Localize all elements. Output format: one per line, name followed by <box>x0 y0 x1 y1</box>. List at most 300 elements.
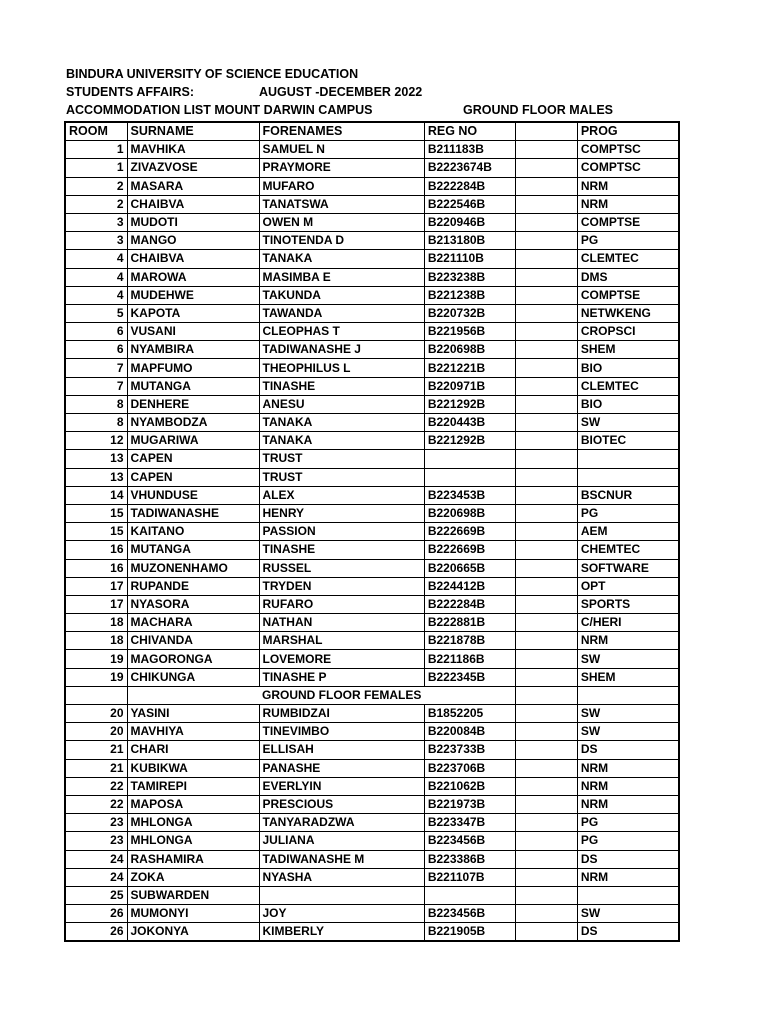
prog-cell: BIO <box>577 359 679 377</box>
forenames-cell <box>259 886 424 904</box>
prog-cell: CHEMTEC <box>577 541 679 559</box>
room-cell: 1 <box>65 141 127 159</box>
room-cell: 23 <box>65 832 127 850</box>
surname-cell: SUBWARDEN <box>127 886 259 904</box>
prog-cell: NRM <box>577 195 679 213</box>
prog-cell: NETWKENG <box>577 304 679 322</box>
surname-cell: MAPFUMO <box>127 359 259 377</box>
blank-cell <box>515 523 577 541</box>
section-title-males: GROUND FLOOR MALES <box>463 103 613 117</box>
table-row <box>65 323 679 341</box>
room-cell: 24 <box>65 868 127 886</box>
blank-cell <box>515 541 577 559</box>
surname-cell: CHAIBVA <box>127 250 259 268</box>
regno-cell: B222881B <box>424 614 515 632</box>
room-cell: 12 <box>65 432 127 450</box>
table-row <box>65 614 679 632</box>
prog-cell: SW <box>577 905 679 923</box>
blank-cell <box>515 250 577 268</box>
surname-cell: MHLONGA <box>127 832 259 850</box>
forenames-cell: OWEN M <box>259 213 424 231</box>
room-cell: 5 <box>65 304 127 322</box>
surname-cell: KAITANO <box>127 523 259 541</box>
table-row <box>65 377 679 395</box>
table-row <box>65 486 679 504</box>
prog-cell: SHEM <box>577 668 679 686</box>
regno-cell <box>424 450 515 468</box>
surname-cell: MUTANGA <box>127 541 259 559</box>
col-header-room: ROOM <box>65 122 127 141</box>
blank-cell <box>515 632 577 650</box>
table-row <box>65 159 679 177</box>
surname-cell: MAVHIKA <box>127 141 259 159</box>
col-header-regno: REG NO <box>424 122 515 141</box>
room-cell: 16 <box>65 541 127 559</box>
prog-cell: SW <box>577 414 679 432</box>
table-row <box>65 668 679 686</box>
regno-cell <box>424 886 515 904</box>
blank-cell <box>515 795 577 813</box>
blank-cell <box>515 741 577 759</box>
forenames-cell: TANAKA <box>259 250 424 268</box>
forenames-cell: TANAKA <box>259 432 424 450</box>
room-cell: 4 <box>65 268 127 286</box>
prog-cell: NRM <box>577 777 679 795</box>
col-header-forenames: FORENAMES <box>259 122 424 141</box>
surname-cell: MACHARA <box>127 614 259 632</box>
regno-cell: B223706B <box>424 759 515 777</box>
regno-cell: B221062B <box>424 777 515 795</box>
regno-cell: B222345B <box>424 668 515 686</box>
regno-cell: B1852205 <box>424 705 515 723</box>
blank-cell <box>515 341 577 359</box>
blank-cell <box>515 832 577 850</box>
room-cell: 4 <box>65 286 127 304</box>
department-label: STUDENTS AFFAIRS: <box>66 85 195 99</box>
regno-cell: B221905B <box>424 923 515 942</box>
regno-cell: B221292B <box>424 432 515 450</box>
table-row <box>65 232 679 250</box>
table-row <box>65 395 679 413</box>
room-cell: 22 <box>65 795 127 813</box>
surname-cell: MANGO <box>127 232 259 250</box>
forenames-cell: JULIANA <box>259 832 424 850</box>
prog-cell: SW <box>577 723 679 741</box>
room-cell: 19 <box>65 650 127 668</box>
table-row <box>65 923 679 942</box>
table-row <box>65 250 679 268</box>
surname-cell: MAROWA <box>127 268 259 286</box>
blank-cell <box>515 286 577 304</box>
blank-cell <box>515 304 577 322</box>
surname-cell: MUDOTI <box>127 213 259 231</box>
surname-cell: NYAMBODZA <box>127 414 259 432</box>
surname-cell: DENHERE <box>127 395 259 413</box>
table-row <box>65 359 679 377</box>
room-cell: 3 <box>65 232 127 250</box>
room-cell: 25 <box>65 886 127 904</box>
prog-cell: NRM <box>577 868 679 886</box>
table-row <box>65 832 679 850</box>
regno-cell: B220665B <box>424 559 515 577</box>
table-row <box>65 559 679 577</box>
blank-cell <box>515 468 577 486</box>
prog-cell: PG <box>577 814 679 832</box>
room-cell: 7 <box>65 359 127 377</box>
prog-cell: OPT <box>577 577 679 595</box>
regno-cell: B211183B <box>424 141 515 159</box>
regno-cell: B221107B <box>424 868 515 886</box>
regno-cell: B223456B <box>424 832 515 850</box>
table-row <box>65 577 679 595</box>
room-cell <box>65 686 127 704</box>
forenames-cell: TINEVIMBO <box>259 723 424 741</box>
prog-cell: NRM <box>577 759 679 777</box>
regno-cell: B221973B <box>424 795 515 813</box>
table-row <box>65 195 679 213</box>
regno-cell: B221186B <box>424 650 515 668</box>
forenames-cell: PASSION <box>259 523 424 541</box>
surname-cell: NYASORA <box>127 595 259 613</box>
surname-cell: VUSANI <box>127 323 259 341</box>
prog-cell: CLEMTEC <box>577 250 679 268</box>
room-cell: 17 <box>65 577 127 595</box>
regno-cell: B221238B <box>424 286 515 304</box>
blank-cell <box>515 486 577 504</box>
table-row <box>65 741 679 759</box>
table-row <box>65 868 679 886</box>
surname-cell: JOKONYA <box>127 923 259 942</box>
blank-cell <box>515 868 577 886</box>
surname-cell: MUDEHWE <box>127 286 259 304</box>
prog-cell: PG <box>577 504 679 522</box>
blank-cell <box>515 814 577 832</box>
blank-cell <box>515 377 577 395</box>
university-title: BINDURA UNIVERSITY OF SCIENCE EDUCATION <box>66 67 359 81</box>
prog-cell: SPORTS <box>577 595 679 613</box>
surname-cell: MAPOSA <box>127 795 259 813</box>
room-cell: 17 <box>65 595 127 613</box>
table-row <box>65 705 679 723</box>
forenames-cell: THEOPHILUS L <box>259 359 424 377</box>
table-row <box>65 268 679 286</box>
prog-cell <box>577 450 679 468</box>
blank-cell <box>515 777 577 795</box>
prog-cell: PG <box>577 832 679 850</box>
table-row <box>65 141 679 159</box>
room-cell: 13 <box>65 468 127 486</box>
room-cell: 26 <box>65 923 127 942</box>
forenames-cell: TINASHE <box>259 541 424 559</box>
forenames-cell: TANATSWA <box>259 195 424 213</box>
regno-cell: B221956B <box>424 323 515 341</box>
prog-cell: BIOTEC <box>577 432 679 450</box>
col-header-blank <box>515 122 577 141</box>
forenames-cell: LOVEMORE <box>259 650 424 668</box>
forenames-cell: NATHAN <box>259 614 424 632</box>
forenames-cell: TANAKA <box>259 414 424 432</box>
surname-cell: VHUNDUSE <box>127 486 259 504</box>
forenames-cell: MUFARO <box>259 177 424 195</box>
room-cell: 1 <box>65 159 127 177</box>
surname-cell: TAMIREPI <box>127 777 259 795</box>
prog-cell: CLEMTEC <box>577 377 679 395</box>
forenames-cell: PANASHE <box>259 759 424 777</box>
table-row <box>65 905 679 923</box>
regno-cell: B220971B <box>424 377 515 395</box>
term-label: AUGUST -DECEMBER 2022 <box>259 85 423 99</box>
blank-cell <box>515 723 577 741</box>
forenames-cell: TRUST <box>259 450 424 468</box>
regno-cell: B222284B <box>424 177 515 195</box>
regno-cell: B222284B <box>424 595 515 613</box>
blank-cell <box>515 432 577 450</box>
blank-cell <box>515 886 577 904</box>
forenames-cell: TINOTENDA D <box>259 232 424 250</box>
regno-cell <box>424 686 515 704</box>
room-cell: 8 <box>65 395 127 413</box>
table-row <box>65 468 679 486</box>
blank-cell <box>515 213 577 231</box>
regno-cell: B222669B <box>424 541 515 559</box>
blank-cell <box>515 450 577 468</box>
blank-cell <box>515 668 577 686</box>
forenames-cell: TRYDEN <box>259 577 424 595</box>
blank-cell <box>515 159 577 177</box>
list-title: ACCOMMODATION LIST MOUNT DARWIN CAMPUS <box>66 103 373 117</box>
room-cell: 7 <box>65 377 127 395</box>
forenames-cell: MASIMBA E <box>259 268 424 286</box>
surname-cell: CHIVANDA <box>127 632 259 650</box>
room-cell: 20 <box>65 705 127 723</box>
forenames-cell: TANYARADZWA <box>259 814 424 832</box>
prog-cell: COMPTSE <box>577 213 679 231</box>
blank-cell <box>515 195 577 213</box>
blank-cell <box>515 414 577 432</box>
forenames-cell: SAMUEL N <box>259 141 424 159</box>
surname-cell <box>127 686 259 704</box>
prog-cell: BSCNUR <box>577 486 679 504</box>
blank-cell <box>515 850 577 868</box>
prog-cell: BIO <box>577 395 679 413</box>
prog-cell: COMPTSE <box>577 286 679 304</box>
blank-cell <box>515 177 577 195</box>
regno-cell: B221110B <box>424 250 515 268</box>
accommodation-table <box>64 121 680 942</box>
regno-cell <box>424 468 515 486</box>
room-cell: 22 <box>65 777 127 795</box>
table-row <box>65 795 679 813</box>
table-row <box>65 304 679 322</box>
table-row <box>65 886 679 904</box>
room-cell: 18 <box>65 632 127 650</box>
forenames-cell: ANESU <box>259 395 424 413</box>
prog-cell <box>577 468 679 486</box>
regno-cell: B222546B <box>424 195 515 213</box>
regno-cell: B223453B <box>424 486 515 504</box>
regno-cell: B222669B <box>424 523 515 541</box>
room-cell: 13 <box>65 450 127 468</box>
room-cell: 4 <box>65 250 127 268</box>
table-row <box>65 213 679 231</box>
forenames-cell: ELLISAH <box>259 741 424 759</box>
regno-cell: B220084B <box>424 723 515 741</box>
prog-cell: SHEM <box>577 341 679 359</box>
room-cell: 21 <box>65 741 127 759</box>
regno-cell: B221878B <box>424 632 515 650</box>
regno-cell: B223733B <box>424 741 515 759</box>
forenames-cell: PRAYMORE <box>259 159 424 177</box>
surname-cell: MHLONGA <box>127 814 259 832</box>
prog-cell: NRM <box>577 632 679 650</box>
table-row <box>65 850 679 868</box>
blank-cell <box>515 905 577 923</box>
blank-cell <box>515 650 577 668</box>
forenames-cell: RUFARO <box>259 595 424 613</box>
regno-cell: B220698B <box>424 341 515 359</box>
blank-cell <box>515 323 577 341</box>
prog-cell: CROPSCI <box>577 323 679 341</box>
forenames-cell: TRUST <box>259 468 424 486</box>
blank-cell <box>515 759 577 777</box>
section-title-females: GROUND FLOOR FEMALES <box>259 686 424 704</box>
surname-cell: CHIKUNGA <box>127 668 259 686</box>
forenames-cell: TADIWANASHE M <box>259 850 424 868</box>
room-cell: 15 <box>65 504 127 522</box>
prog-cell: C/HERI <box>577 614 679 632</box>
room-cell: 20 <box>65 723 127 741</box>
col-header-prog: PROG <box>577 122 679 141</box>
room-cell: 21 <box>65 759 127 777</box>
forenames-cell: TADIWANASHE J <box>259 341 424 359</box>
prog-cell: DS <box>577 850 679 868</box>
regno-cell: B220698B <box>424 504 515 522</box>
forenames-cell: ALEX <box>259 486 424 504</box>
prog-cell: COMPTSC <box>577 159 679 177</box>
surname-cell: CHARI <box>127 741 259 759</box>
table-row <box>65 814 679 832</box>
blank-cell <box>515 686 577 704</box>
table-row <box>65 595 679 613</box>
blank-cell <box>515 595 577 613</box>
table-row <box>65 523 679 541</box>
table-body <box>65 141 679 942</box>
room-cell: 2 <box>65 177 127 195</box>
prog-cell: AEM <box>577 523 679 541</box>
table-row <box>65 432 679 450</box>
blank-cell <box>515 577 577 595</box>
blank-cell <box>515 705 577 723</box>
prog-cell: COMPTSC <box>577 141 679 159</box>
room-cell: 3 <box>65 213 127 231</box>
surname-cell: CAPEN <box>127 468 259 486</box>
table-row <box>65 723 679 741</box>
surname-cell: ZIVAZVOSE <box>127 159 259 177</box>
col-header-surname: SURNAME <box>127 122 259 141</box>
forenames-cell: KIMBERLY <box>259 923 424 942</box>
surname-cell: NYAMBIRA <box>127 341 259 359</box>
surname-cell: MUTANGA <box>127 377 259 395</box>
blank-cell <box>515 268 577 286</box>
forenames-cell: TAWANDA <box>259 304 424 322</box>
section-header-row <box>65 686 679 704</box>
blank-cell <box>515 359 577 377</box>
table-row <box>65 414 679 432</box>
surname-cell: MUGARIWA <box>127 432 259 450</box>
surname-cell: RUPANDE <box>127 577 259 595</box>
regno-cell: B220946B <box>424 213 515 231</box>
table-row <box>65 759 679 777</box>
table-header-row <box>65 122 679 141</box>
table-row <box>65 450 679 468</box>
blank-cell <box>515 232 577 250</box>
blank-cell <box>515 923 577 942</box>
regno-cell: B223386B <box>424 850 515 868</box>
blank-cell <box>515 559 577 577</box>
table-row <box>65 541 679 559</box>
regno-cell: B2223674B <box>424 159 515 177</box>
room-cell: 16 <box>65 559 127 577</box>
room-cell: 19 <box>65 668 127 686</box>
table-row <box>65 632 679 650</box>
table-row <box>65 777 679 795</box>
surname-cell: YASINI <box>127 705 259 723</box>
forenames-cell: RUSSEL <box>259 559 424 577</box>
regno-cell: B223347B <box>424 814 515 832</box>
forenames-cell: PRESCIOUS <box>259 795 424 813</box>
forenames-cell: EVERLYIN <box>259 777 424 795</box>
blank-cell <box>515 395 577 413</box>
regno-cell: B221221B <box>424 359 515 377</box>
forenames-cell: MARSHAL <box>259 632 424 650</box>
surname-cell: MAGORONGA <box>127 650 259 668</box>
forenames-cell: TAKUNDA <box>259 286 424 304</box>
surname-cell: KUBIKWA <box>127 759 259 777</box>
room-cell: 18 <box>65 614 127 632</box>
table-row <box>65 504 679 522</box>
prog-cell: SW <box>577 705 679 723</box>
blank-cell <box>515 141 577 159</box>
room-cell: 26 <box>65 905 127 923</box>
forenames-cell: HENRY <box>259 504 424 522</box>
prog-cell: DS <box>577 741 679 759</box>
forenames-cell: TINASHE P <box>259 668 424 686</box>
prog-cell: DS <box>577 923 679 942</box>
regno-cell: B223456B <box>424 905 515 923</box>
forenames-cell: CLEOPHAS T <box>259 323 424 341</box>
forenames-cell: JOY <box>259 905 424 923</box>
surname-cell: MAVHIYA <box>127 723 259 741</box>
room-cell: 14 <box>65 486 127 504</box>
surname-cell: CHAIBVA <box>127 195 259 213</box>
regno-cell: B221292B <box>424 395 515 413</box>
surname-cell: CAPEN <box>127 450 259 468</box>
regno-cell: B223238B <box>424 268 515 286</box>
surname-cell: ZOKA <box>127 868 259 886</box>
room-cell: 6 <box>65 341 127 359</box>
table-row <box>65 177 679 195</box>
room-cell: 8 <box>65 414 127 432</box>
room-cell: 2 <box>65 195 127 213</box>
surname-cell: KAPOTA <box>127 304 259 322</box>
forenames-cell: RUMBIDZAI <box>259 705 424 723</box>
blank-cell <box>515 504 577 522</box>
regno-cell: B220732B <box>424 304 515 322</box>
forenames-cell: NYASHA <box>259 868 424 886</box>
surname-cell: MUMONYI <box>127 905 259 923</box>
table-row <box>65 286 679 304</box>
prog-cell <box>577 686 679 704</box>
